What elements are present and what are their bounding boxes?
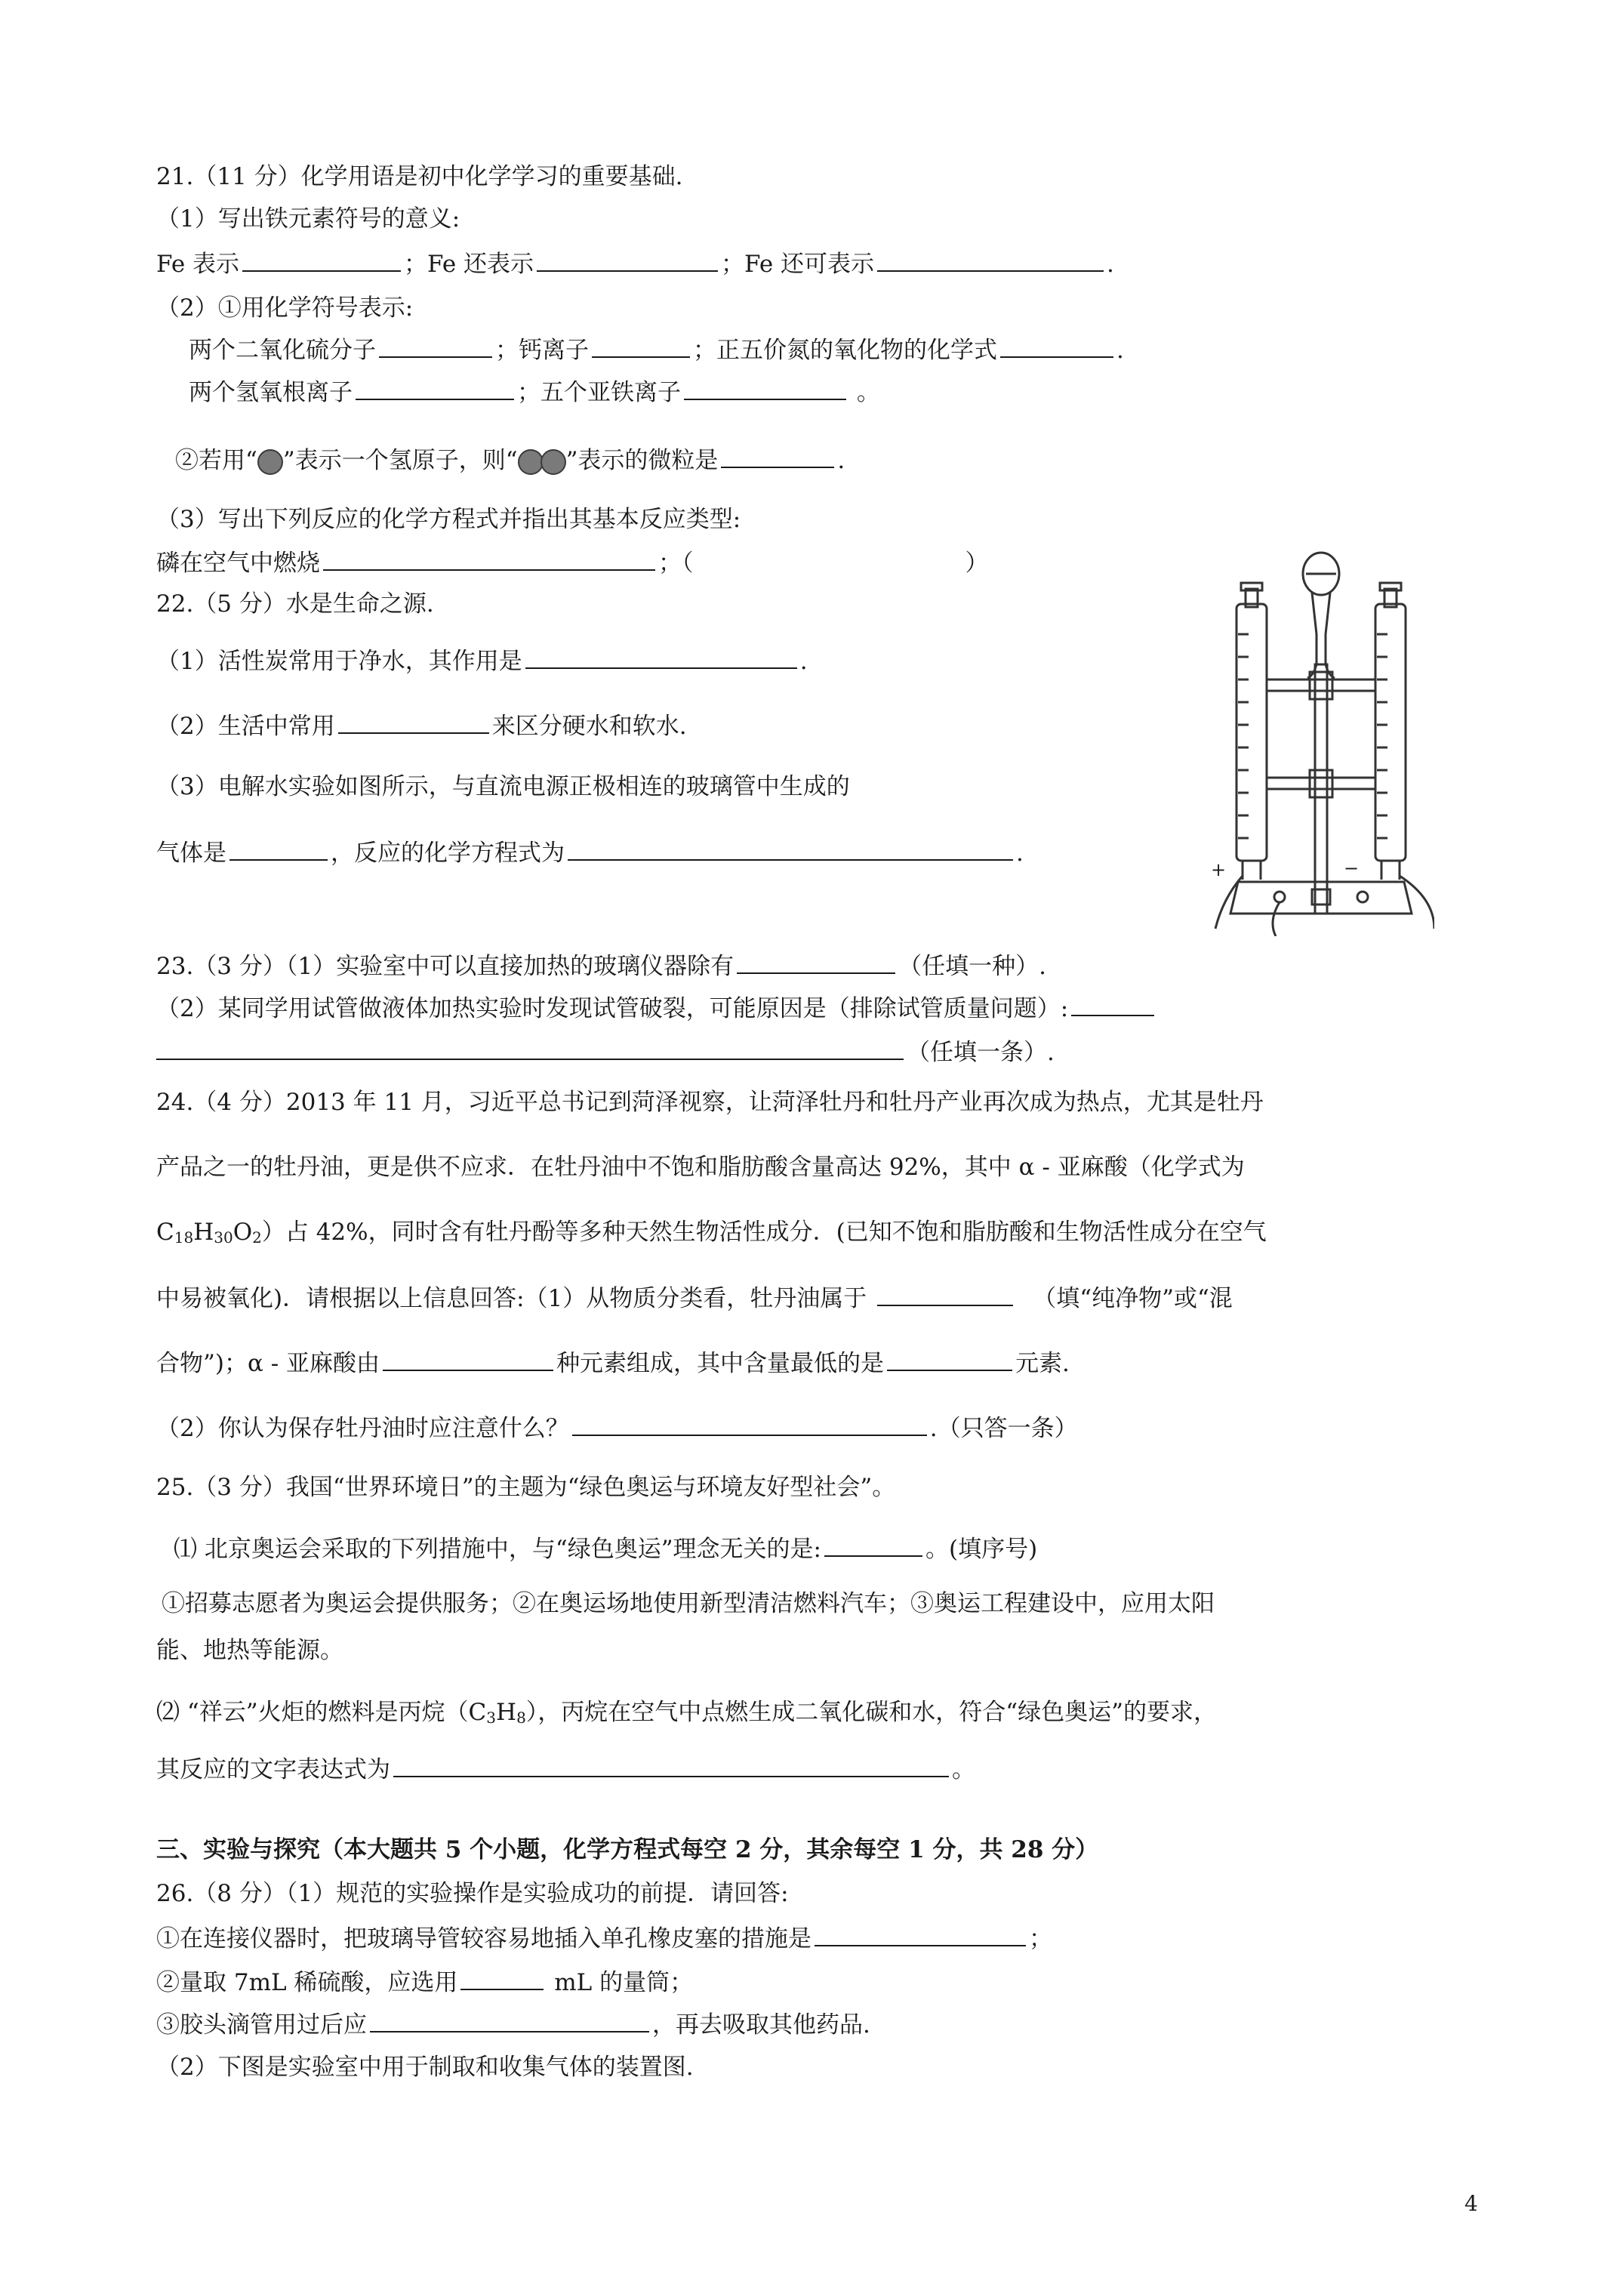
q24-line1: 24.（4 分）2013 年 11 月，习近平总书记到菏泽视察，让菏泽牡丹和牡丹产业再次成为热点，尤其是牡丹 [156, 1089, 1264, 1116]
answer-blank[interactable] [242, 248, 401, 272]
q21-part2: （2）①用化学符号表示: [156, 294, 414, 322]
answer-blank[interactable] [537, 248, 718, 272]
answer-blank[interactable] [356, 376, 514, 400]
electrolysis-apparatus-figure [1208, 544, 1434, 936]
q21-part1: （1）写出铁元素符号的意义: [156, 205, 460, 233]
answer-blank[interactable] [338, 710, 489, 734]
answer-blank[interactable] [815, 1922, 1026, 1946]
hydrogen-molecule-icon-left [518, 449, 544, 475]
answer-blank[interactable] [460, 1966, 544, 1990]
q23-title: 23.（3 分）（1）实验室中可以直接加热的玻璃仪器除有 （任填一种）. [156, 950, 1046, 982]
hydrogen-molecule-icon-right [540, 449, 566, 475]
answer-blank[interactable] [887, 1347, 1012, 1371]
q24-line4: 中易被氧化)．请根据以上信息回答:（1）从物质分类看，牡丹油属于 （填“纯净物”或“混 [156, 1282, 1233, 1314]
answer-blank[interactable] [572, 1412, 927, 1436]
q24-line2: 产品之一的牡丹油，更是供不应求．在牡丹油中不饱和脂肪酸含量高达 92%，其中 α - 亚麻酸（化学式为 [156, 1154, 1245, 1181]
answer-blank[interactable] [370, 2008, 649, 2032]
q26-item2: ②量取 7mL 稀硫酸，应选用 mL 的量筒； [156, 1966, 693, 1998]
positive-terminal-label: + [1211, 859, 1227, 880]
q23-part2: （2）某同学用试管做液体加热实验时发现试管破裂，可能原因是（排除试管质量问题）: [156, 992, 1157, 1024]
q26-item1: ①在连接仪器时，把玻璃导管较容易地插入单孔橡皮塞的措施是 ； [156, 1922, 1052, 1954]
answer-blank[interactable] [393, 1753, 949, 1777]
answer-blank[interactable] [156, 1036, 904, 1060]
q24-line3: $C_{18}H_{30}O_2$）占 42%，同时含有牡丹酚等多种天然生物活性成分．(已知不饱和脂肪酸和生物活性成分在空气 [156, 1219, 1267, 1247]
q21-title: 21.（11 分）化学用语是初中化学学习的重要基础. [156, 163, 683, 190]
q21-part3: （3）写出下列反应的化学方程式并指出其基本反应类型: [156, 506, 741, 533]
answer-blank[interactable] [737, 950, 895, 974]
answer-blank[interactable] [877, 1282, 1013, 1306]
q21-fe-line: Fe 表示 ；Fe 还表示 ；Fe 还可表示 . [156, 248, 1114, 279]
q26-title: 26.（8 分）（1）规范的实验操作是实验成功的前提．请回答: [156, 1880, 789, 1907]
q25-part3: 其反应的文字表达式为 。 [156, 1753, 975, 1785]
q25-part1: ⑴ 北京奥运会采取的下列措施中，与“绿色奥运”理念无关的是: 。(填序号) [174, 1533, 1037, 1564]
q22-part3: （3）电解水实验如图所示，与直流电源正极相连的玻璃管中生成的 [156, 773, 850, 800]
q25-title: 25.（3 分）我国“世界环境日”的主题为“绿色奥运与环境友好型社会”。 [156, 1474, 896, 1501]
q22-part2: （2）生活中常用 来区分硬水和软水. [156, 710, 687, 741]
q22-part1: （1）活性炭常用于净水，其作用是 . [156, 645, 808, 676]
q26-item3: ③胶头滴管用过后应 ，再去吸取其他药品. [156, 2008, 870, 2040]
answer-blank[interactable] [525, 645, 797, 669]
answer-blank[interactable] [1071, 992, 1154, 1016]
q26-part2: （2）下图是实验室中用于制取和收集气体的装置图. [156, 2054, 694, 2081]
q25-options: ①招募志愿者为奥运会提供服务；②在奥运场地使用新型清洁燃料汽车；③奥运工程建设中，应用太阳 [162, 1590, 1215, 1617]
hydrogen-atom-icon [257, 449, 283, 475]
section-3-heading: 三、实验与探究（本大题共 5 个小题，化学方程式每空 2 分，其余每空 1 分，共 28 分） [156, 1836, 1099, 1863]
answer-blank[interactable] [379, 334, 492, 358]
q22-title: 22.（5 分）水是生命之源. [156, 590, 434, 618]
q23-part2-cont: （任填一条）. [156, 1036, 1055, 1068]
q24-line5: 合物”)；α - 亚麻酸由 种元素组成，其中含量最低的是 元素. [156, 1347, 1070, 1379]
answer-blank[interactable] [824, 1533, 922, 1557]
q21-symbols-line2: 两个氢氧根离子 ；五个亚铁离子 。 [189, 376, 880, 408]
answer-blank[interactable] [592, 334, 690, 358]
answer-blank[interactable] [229, 837, 328, 861]
q21-burn-line: 磷在空气中燃烧 ；（ ） [156, 547, 989, 578]
answer-blank[interactable] [568, 837, 1013, 861]
q22-part4: 气体是 ，反应的化学方程式为 . [156, 837, 1024, 868]
q21-atom-line: ②若用“ ”表示一个氢原子，则“ ”表示的微粒是 . [175, 444, 845, 476]
q24-line6: （2）你认为保存牡丹油时应注意什么？ .（只答一条） [156, 1412, 1078, 1444]
answer-blank[interactable] [721, 444, 834, 468]
page-number: 4 [1464, 2191, 1478, 2216]
answer-blank[interactable] [383, 1347, 553, 1371]
q25-part2: ⑵ “祥云”火炬的燃料是丙烷$(C_3H_8)$，丙烷在空气中点燃生成二氧化碳和水，符合“绿色奥运”的要求， [156, 1699, 1217, 1727]
answer-blank[interactable] [323, 547, 655, 571]
answer-blank[interactable] [1000, 334, 1113, 358]
q21-symbols-line1: 两个二氧化硫分子 ；钙离子 ；正五价氮的氧化物的化学式 . [189, 334, 1124, 365]
q25-options-cont: 能、地热等能源。 [156, 1637, 343, 1664]
negative-terminal-label: − [1344, 858, 1360, 879]
answer-blank[interactable] [684, 376, 846, 400]
answer-blank[interactable] [877, 248, 1104, 272]
